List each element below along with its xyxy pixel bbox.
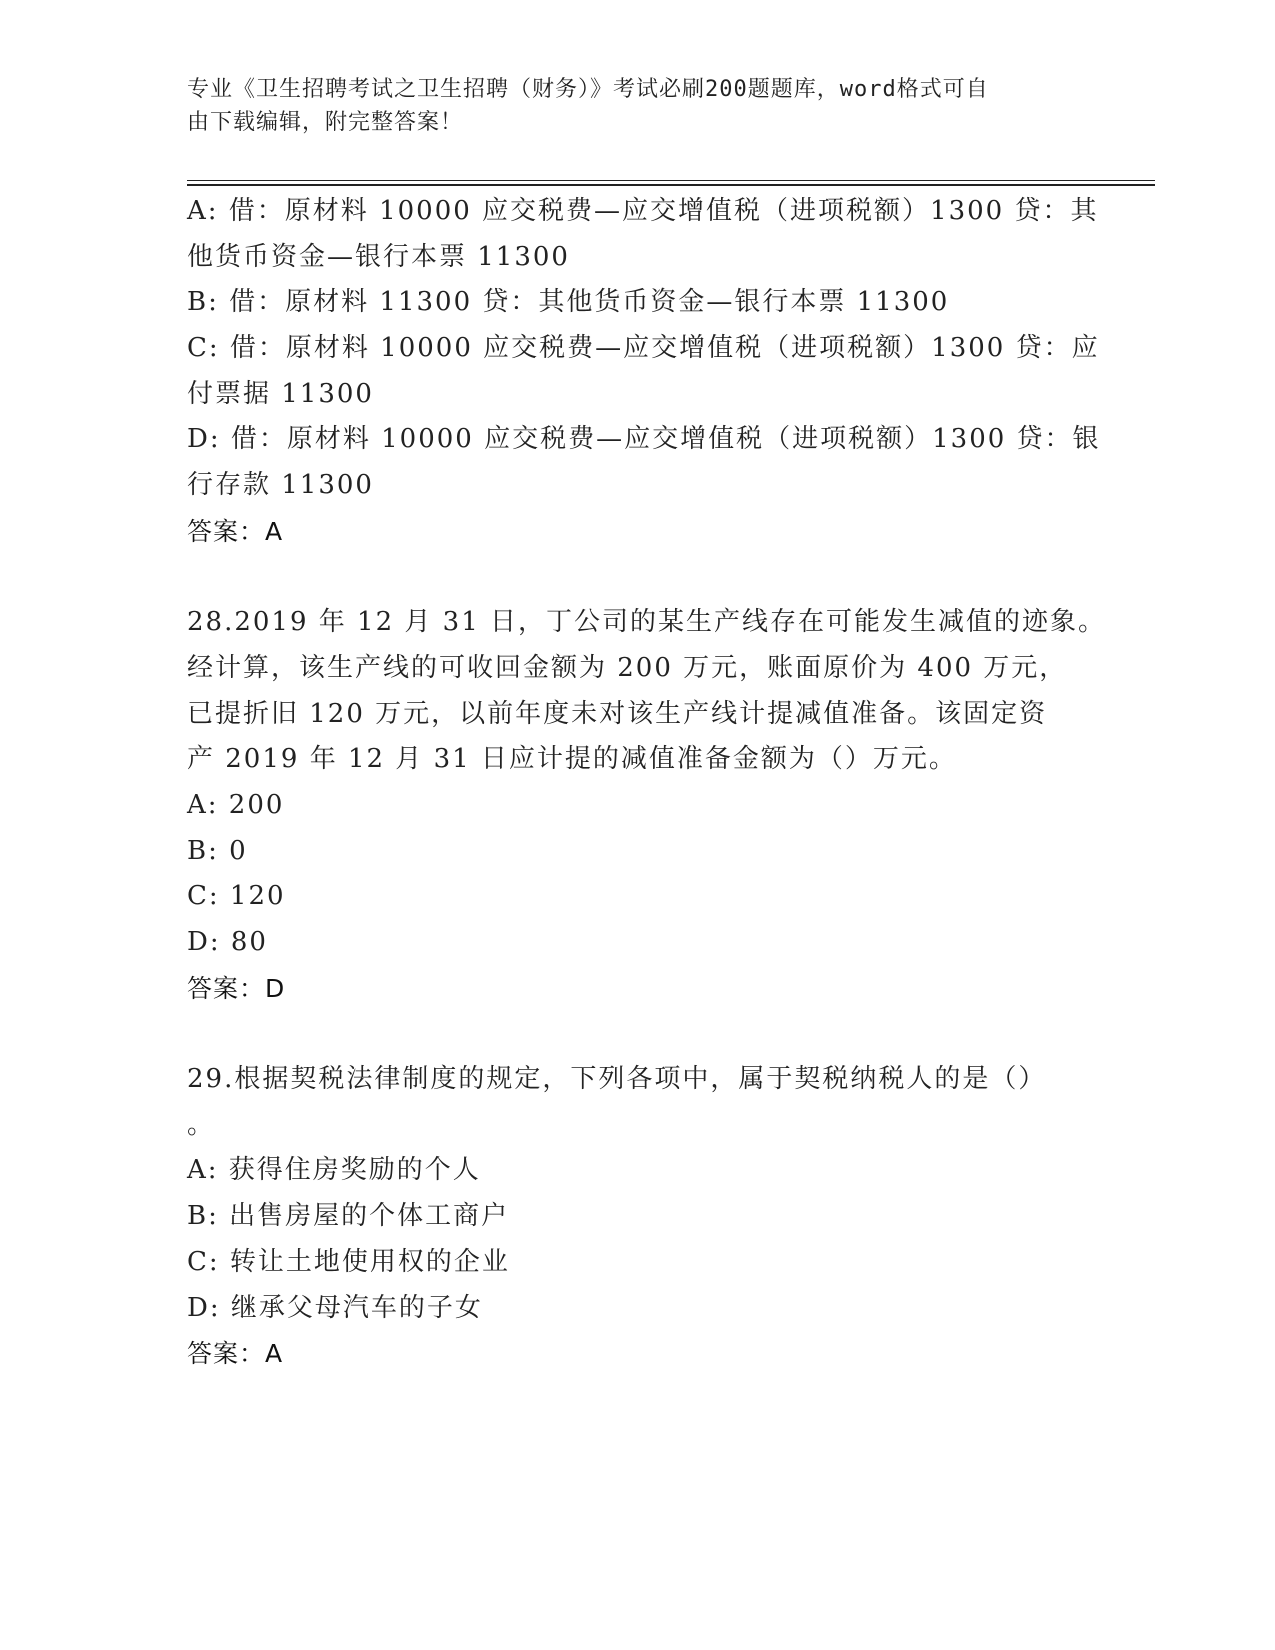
header-line-1: 专业《卫生招聘考试之卫生招聘（财务）》考试必刷200题题库，word格式可自 xyxy=(187,77,989,102)
q27-option-c-line-1: C: 借：原材料 10000 应交税费—应交增值税（进项税额）1300 贷：应 xyxy=(187,333,1100,364)
header-line-2: 由下载编辑，附完整答案！ xyxy=(187,110,464,135)
q27-option-a-line-1: A: 借：原材料 10000 应交税费—应交增值税（进项税额）1300 贷：其 xyxy=(187,196,1099,226)
q29-option-c: C: 转让土地使用权的企业 xyxy=(187,1246,510,1277)
q29-stem-line-2: 。 xyxy=(187,1109,216,1140)
q28-option-a: A: 200 xyxy=(187,789,285,820)
q28-option-c: C: 120 xyxy=(187,881,286,912)
q27-option-c-line-2: 付票据 11300 xyxy=(187,378,374,409)
q28-option-b: B: 0 xyxy=(187,835,248,866)
header-rule-thick xyxy=(187,184,1155,186)
q27-option-d-line-2: 行存款 11300 xyxy=(187,470,374,501)
q29-option-a: A: 获得住房奖励的个人 xyxy=(187,1155,481,1186)
q28-stem-line-4: 产 2019 年 12 月 31 日应计提的减值准备金额为（）万元。 xyxy=(187,744,957,775)
spacer xyxy=(187,555,1087,601)
document-body xyxy=(187,189,1107,1377)
q27-option-d-line-1: D: 借：原材料 10000 应交税费—应交增值税（进项税额）1300 贷：银 xyxy=(187,424,1101,455)
q28-option-d: D: 80 xyxy=(187,927,268,957)
q27-option-a-line-2: 他货币资金—银行本票 11300 xyxy=(187,241,570,272)
q28-stem-line-1: 28.2019 年 12 月 31 日，丁公司的某生产线存在可能发生减值的迹象。 xyxy=(187,607,1107,638)
q27-option-b: B: 借：原材料 11300 贷：其他货币资金—银行本票 11300 xyxy=(187,287,950,318)
spacer xyxy=(187,1011,1087,1057)
q28-stem-line-2: 经计算，该生产线的可收回金额为 200 万元，账面原价为 400 万元， xyxy=(187,652,1068,683)
document-header xyxy=(187,73,1087,139)
header-rule-thin xyxy=(187,180,1155,181)
q29-option-b: B: 出售房屋的个体工商户 xyxy=(187,1201,510,1232)
q28-answer: 答案：D xyxy=(187,973,286,1003)
q28-stem-line-3: 已提折旧 120 万元，以前年度未对该生产线计提减值准备。该固定资 xyxy=(187,698,1048,729)
q29-answer: 答案：A xyxy=(187,1339,284,1369)
q29-stem-line-1: 29.根据契税法律制度的规定，下列各项中，属于契税纳税人的是（） xyxy=(187,1064,1047,1095)
q29-option-d: D: 继承父母汽车的子女 xyxy=(187,1292,483,1323)
q27-answer: 答案：A xyxy=(187,516,284,546)
